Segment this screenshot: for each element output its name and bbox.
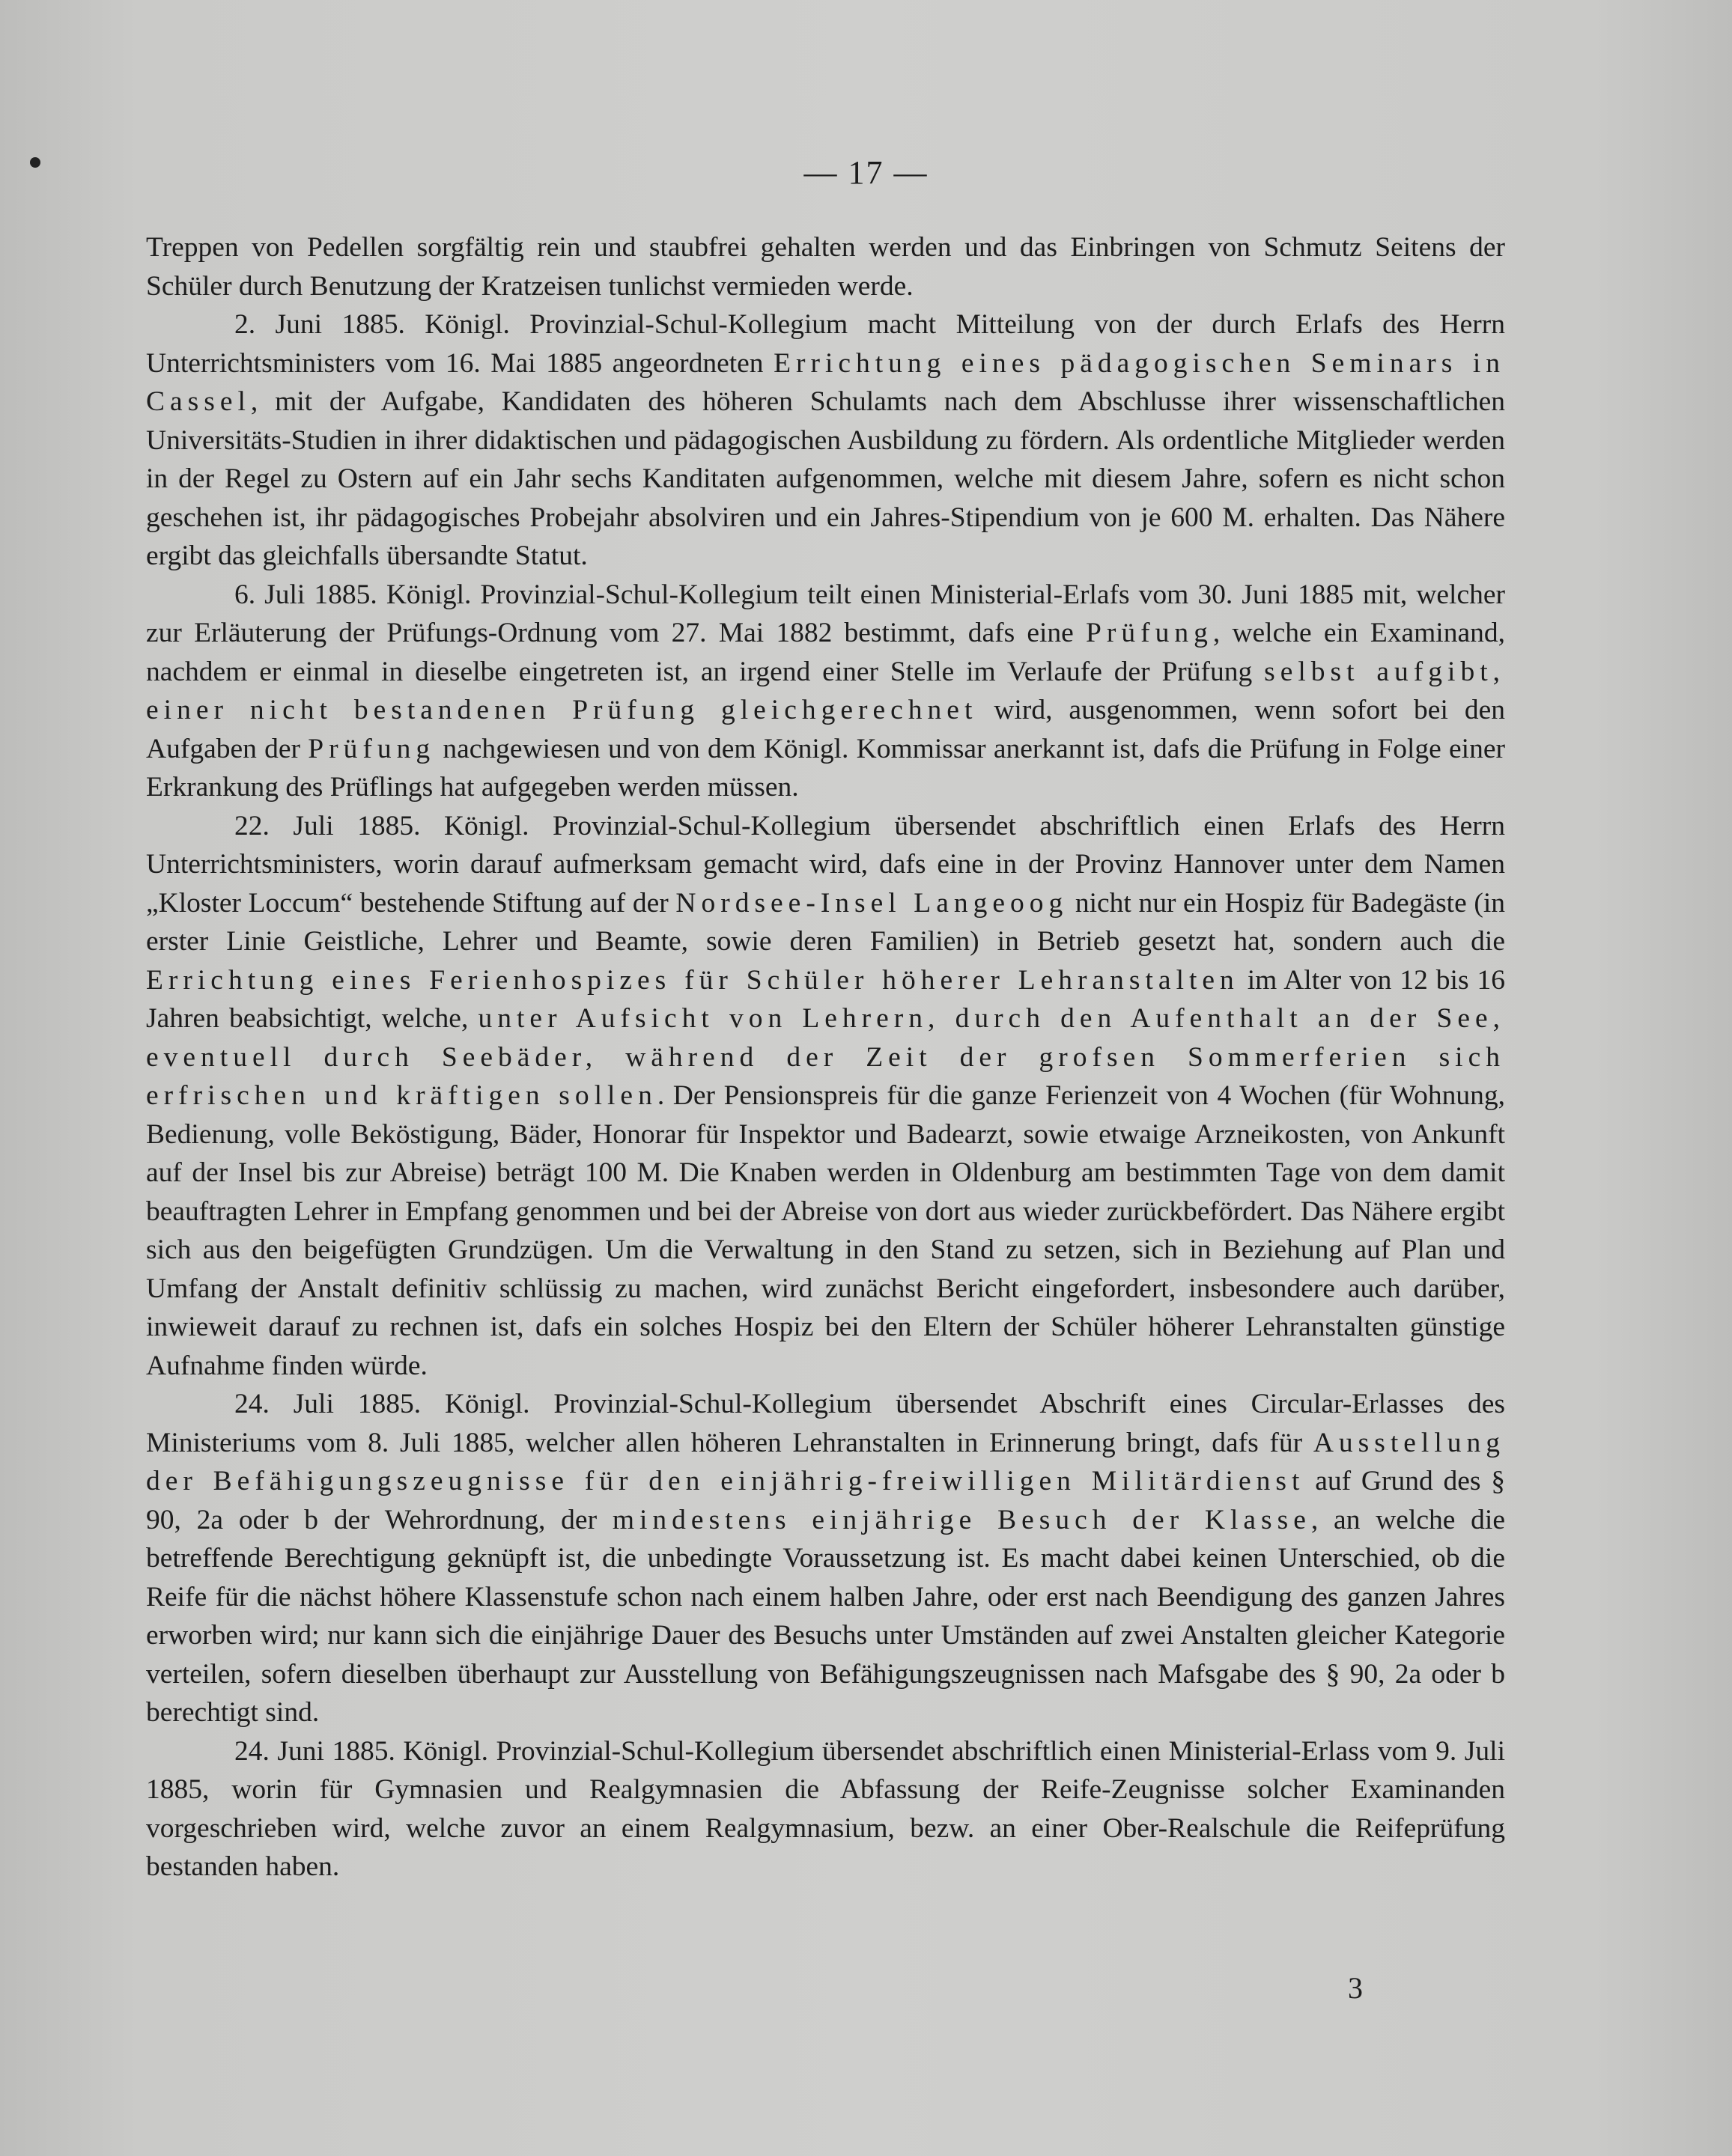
text-span: wird, ausgenommen, wenn sofort bei den Aufgaben der [146, 695, 1505, 764]
spaced-emphasis: Prüfung [1086, 618, 1213, 648]
text-span: 24. Juli 1885. Königl. Provinzial-Schul-Kollegium übersendet Abschrift eines Circular-Erlasses des Ministeriums vom 8. Juli 1885, welcher allen höheren Lehranstalten in Erinnerung bringt, dafs für [146, 1389, 1505, 1458]
paragraph-pruefung [146, 576, 1505, 807]
text-span: , mit der Aufgabe, Kandidaten des höheren Schulamts nach dem Abschlusse ihrer wissenschaftlichen Universitäts-Studien in ihrer didaktischen und pädagogischen Ausbildung zu fördern. Als ordentliche Mitglieder werden in der Regel zu Ostern auf ein Jahr sechs Kanditaten aufgenommen, welche mit diesem Jahre, sofern es nicht schon geschehen ist, ihr pädagogisches Probejahr absolviren und ein Jahres-Stipendium von je 600 M. erhalten. Das Nähere ergibt das gleichfalls übersandte Statut. [146, 386, 1505, 571]
text-span: , an welche die betreffende Berechtigung geknüpft ist, die unbedingte Voraussetzung ist. Es macht dabei keinen Unterschied, ob die Reife für die nächst höhere Klassenstufe schon nach einem halben Jahre, oder erst nach Beendigung des ganzen Jahres erworben wird; nur kann sich die einjährige Dauer des Besuchs unter Umständen auf zwei Anstalten gleicher Kategorie verteilen, sofern dieselben überhaupt zur Ausstellung von Befähigungszeugnissen nach Mafsgabe des § 90, 2a oder b berechtigt sind. [146, 1504, 1505, 1728]
spaced-emphasis: Ausstellung der Befähigungszeugnisse für den einjährig-freiwilligen Militärdienst [146, 1427, 1505, 1496]
text-span: nachgewiesen und von dem Königl. Kommissar anerkannt ist, dafs die Prüfung in Folge einer Erkrankung des Prüflings hat aufgegeben werden müssen. [146, 733, 1505, 803]
paragraph-continuation: Treppen von Pedellen sorgfältig rein und staubfrei gehalten werden und das Einbringen von Schmutz Seitens der Schüler durch Benutzung der Kratzeisen tunlichst vermieden werde. [146, 232, 1505, 302]
paragraph-seminar-cassel [146, 305, 1505, 576]
text-span: 6. Juli 1885. Königl. Provinzial-Schul-Kollegium teilt einen Ministerial-Erlafs vom 30. Juni 1885 mit, welcher zur Erläuterung der Prüfungs-Ordnung vom 27. Mai 1882 bestimmt, dafs eine [146, 579, 1505, 648]
text-span: , welche ein Examinand, nachdem er einmal in dieselbe eingetreten ist, an irgend einer Stelle im Verlaufe der Prüfung [146, 618, 1505, 687]
paragraph-befaehigungszeugnisse [146, 1385, 1505, 1732]
text-span: . Der Pensionspreis für die ganze Ferienzeit von 4 Wochen (für Wohnung, Bedienung, volle Beköstigung, Bäder, Honorar für Inspektor und Badearzt, sowie etwaige Arzneikosten, von Ankunft auf der Insel bis zur Abreise) beträgt 100 M. Die Knaben werden in Oldenburg am bestimmten Tage von dem damit beauftragten Lehrer in Empfang genommen und bei der Abreise von dort aus wieder zurückbefördert. Das Nähere ergibt sich aus den beigefügten Grundzügen. Um die Verwaltung in den Stand zu setzen, sich in Beziehung auf Plan und Umfang der Anstalt definitiv schlüssig zu machen, wird zunächst Bericht eingefordert, insbesondere auch darüber, inwieweit darauf zu rechnen ist, dafs ein solches Hospiz bei den Eltern der Schüler höherer Lehranstalten günstige Aufnahme finden würde. [146, 1080, 1505, 1381]
sheet-signature-number: 3 [1348, 1971, 1363, 2005]
text-span: im Alter von 12 bis 16 Jahren beabsichtigt, welche, [146, 964, 1505, 1034]
spaced-emphasis: Prüfung [308, 733, 436, 764]
spaced-emphasis: mindestens einjährige Besuch der Klasse [612, 1504, 1311, 1535]
text-span: 2. Juni 1885. Königl. Provinzial-Schul-Kollegium macht Mitteilung von der durch Erlafs des Herrn Unterrichtsministers vom 16. Mai 1885 angeordneten [146, 309, 1505, 379]
paragraph-reife-zeugnisse: 24. Juni 1885. Königl. Provinzial-Schul-Kollegium übersendet abschriftlich einen Ministerial-Erlass vom 9. Juli 1885, worin für Gymnasien und Realgymnasien die Abfassung der Reife-Zeugnisse solcher Examinanden vorgeschrieben wird, welche zuvor an einem Realgymnasium, bezw. an einer Ober-Realschule die Reifeprüfung bestanden haben. [146, 1735, 1505, 1882]
text-span: 22. Juli 1885. Königl. Provinzial-Schul-Kollegium übersendet abschriftlich einen Erlafs des Herrn Unterrichtsministers, worin darauf aufmerksam gemacht wird, dafs eine in der Provinz Hannover unter dem Namen „Kloster Loccum“ bestehende Stiftung auf der [146, 810, 1505, 919]
spaced-emphasis: selbst aufgibt, einer nicht bestandenen Prüfung gleichgerechnet [146, 656, 1506, 725]
spaced-emphasis: Errichtung eines Ferienhospizes für Schüler höherer Lehranstalten [146, 964, 1239, 996]
spaced-emphasis: unter Aufsicht von Lehrern, durch den Aufenthalt an der See, eventuell durch Seebäder, während der Zeit der grofsen Sommerferien sich erfrischen und kräftigen sollen [146, 1003, 1505, 1111]
spaced-emphasis: Errichtung eines pädagogischen Seminars in Cassel [146, 347, 1505, 417]
spaced-emphasis: Nordsee-Insel Langeoog [675, 887, 1069, 919]
paragraph-ferienhospiz [146, 807, 1505, 1386]
page-body [146, 228, 1505, 1886]
text-span: auf Grund des § 90, 2a oder b der Wehrordnung, der [146, 1466, 1505, 1535]
page-number-header: — 17 — [803, 154, 929, 191]
text-span: nicht nur ein Hospiz für Badegäste (in erster Linie Geistliche, Lehrer und Beamte, sowie deren Familien) in Betrieb gesetzt hat, sondern auch die [146, 887, 1505, 957]
